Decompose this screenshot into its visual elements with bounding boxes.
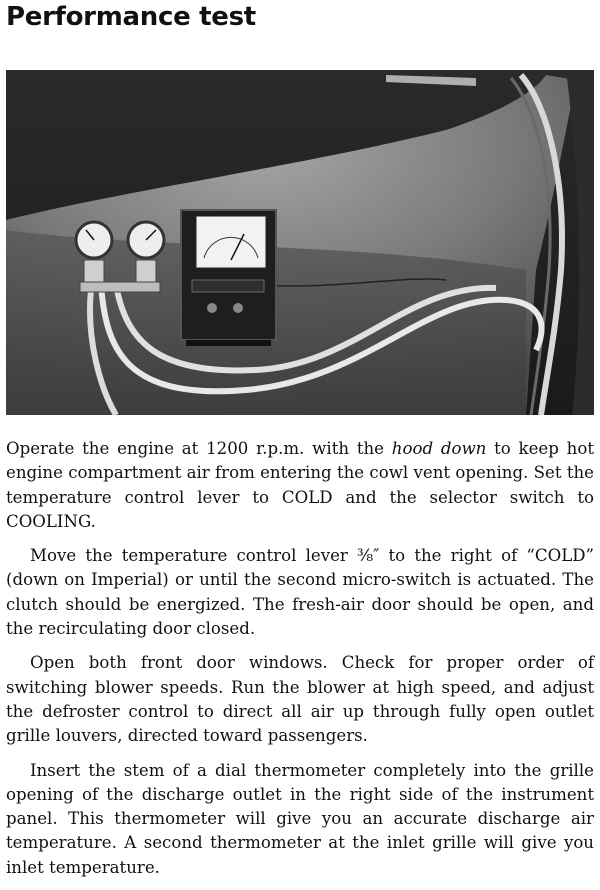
body-text xyxy=(6,437,594,890)
paragraph-3: Open both front door windows. Check for proper order of switching blower speeds. Run the blower at high speed, and adjust the defroster control to direct all air up through fully open outlet grille louvers, directed toward passengers. xyxy=(6,653,594,746)
paragraph-4: Insert the stem of a dial thermometer completely into the grille opening of the discharge outlet in the right side of the instrument panel. This thermometer will give you an accurate discharge air temperature. A second thermometer at the inlet grille will give you inlet temperature. xyxy=(6,760,594,877)
emphasis-hood-down: hood down xyxy=(391,439,487,458)
paragraph-2: Move the temperature control lever ⅜″ to the right of “COLD” (down on Imperial) or until the second micro-switch is actuated. The clutch should be energized. The fresh-air door should be open, and the recirculating door closed. xyxy=(6,546,594,639)
paragraph-1: Operate the engine at 1200 r.p.m. with the hood down to keep hot engine compartment air from entering the cowl vent opening. Set the temperature control lever to COLD and the selector switch to COOLING. xyxy=(6,439,594,531)
test-equipment-photo xyxy=(6,70,594,415)
page-title: Performance test xyxy=(6,2,256,32)
